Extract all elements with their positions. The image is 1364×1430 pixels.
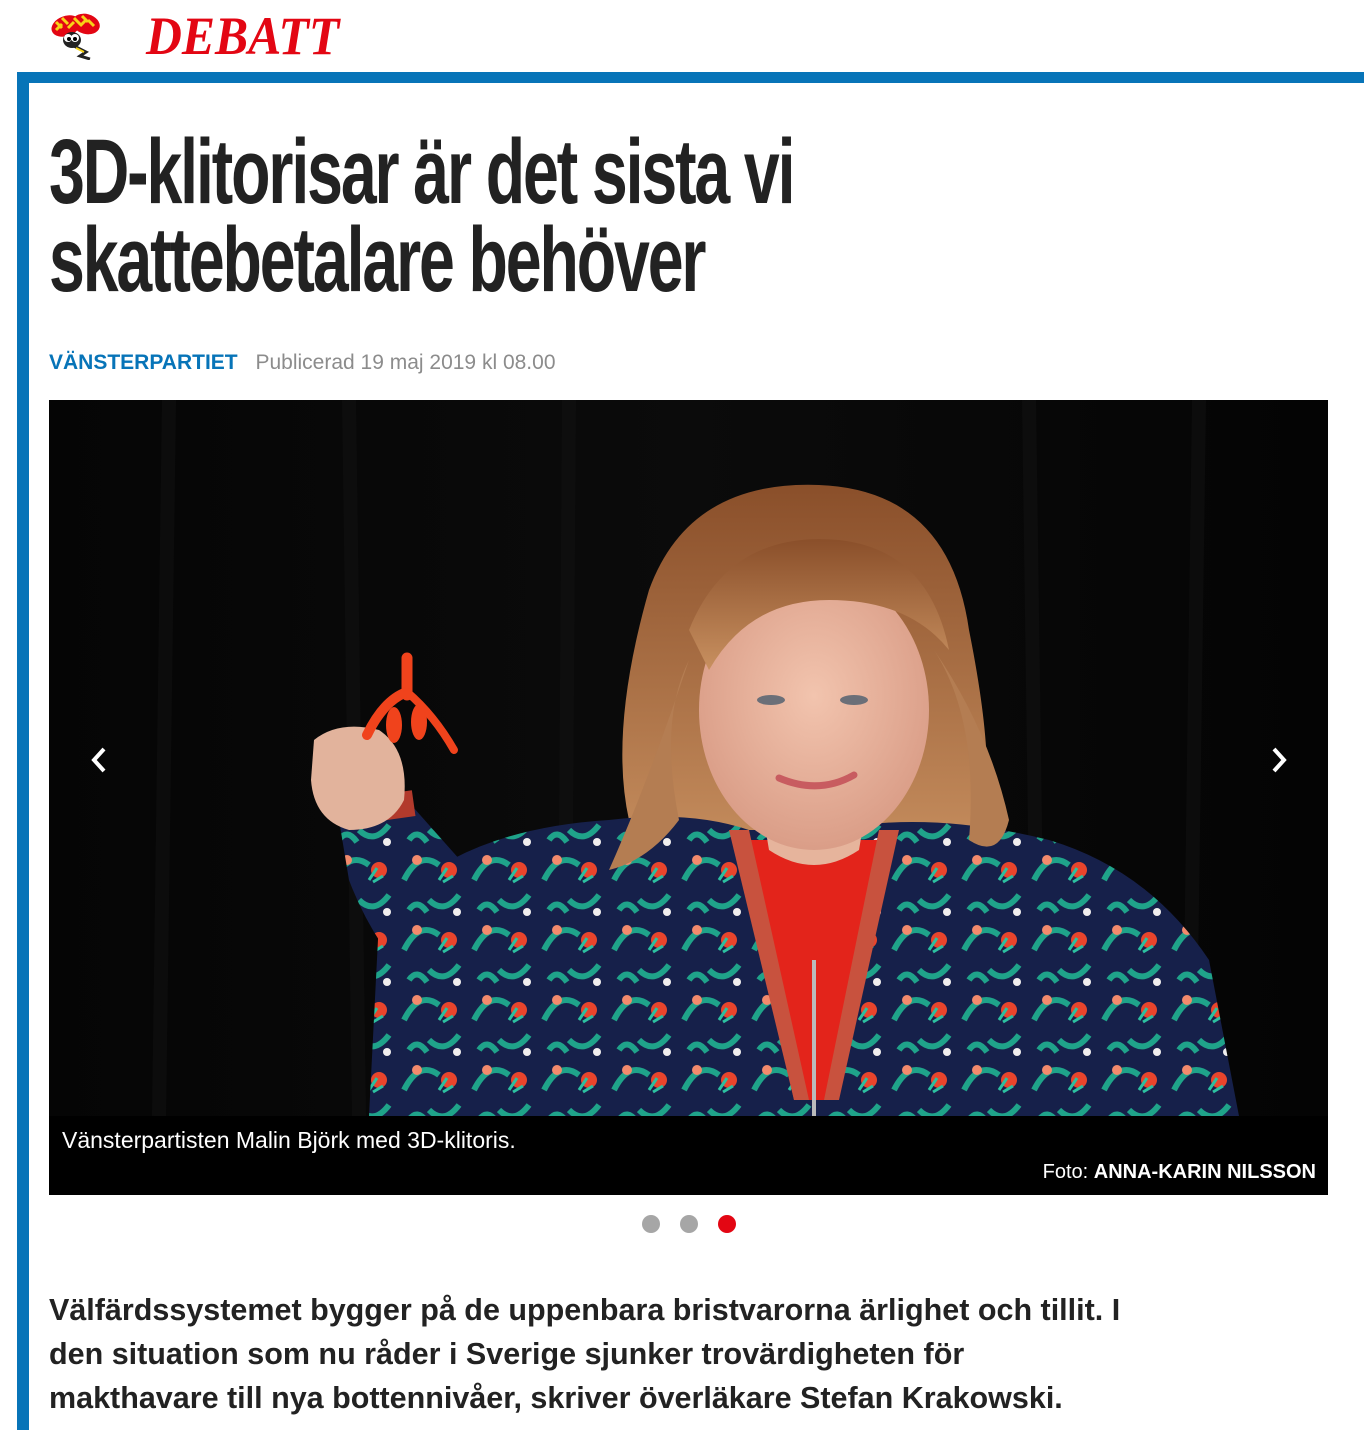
headline-line: skattebetalare behöver bbox=[49, 209, 705, 311]
article-headline bbox=[49, 121, 952, 311]
bee-mascot-icon[interactable] bbox=[46, 12, 104, 60]
slide-dot-3-active[interactable] bbox=[718, 1215, 736, 1233]
photo-caption-bar bbox=[49, 1116, 1328, 1195]
author-tag[interactable]: VÄNSTERPARTIET bbox=[49, 351, 238, 374]
gallery-next-button[interactable] bbox=[1251, 732, 1307, 788]
article-lead bbox=[49, 1288, 1339, 1420]
lead-line: den situation som nu råder i Sverige sjunker trovärdigheten för bbox=[49, 1337, 965, 1371]
headline-line: 3D-klitorisar är det sista vi bbox=[49, 121, 794, 223]
publish-date: Publicerad 19 maj 2019 kl 08.00 bbox=[255, 351, 556, 374]
photo-caption: Vänsterpartisten Malin Björk med 3D-klitoris. bbox=[62, 1127, 516, 1153]
chevron-left-icon bbox=[89, 746, 109, 774]
gallery-prev-button[interactable] bbox=[71, 732, 127, 788]
article-photo bbox=[49, 400, 1328, 1116]
lead-line: Välfärdssystemet bygger på de uppenbara bristvarorna ärlighet och tillit. I bbox=[49, 1293, 1121, 1327]
byline bbox=[49, 350, 556, 376]
credit-label: Foto: bbox=[1042, 1161, 1089, 1183]
slide-dot-1[interactable] bbox=[642, 1215, 660, 1233]
chevron-right-icon bbox=[1269, 746, 1289, 774]
masthead bbox=[0, 0, 1364, 72]
lead-line: makthavare till nya bottennivåer, skriver överläkare Stefan Krakowski. bbox=[49, 1381, 1063, 1415]
image-gallery[interactable] bbox=[49, 400, 1328, 1195]
gallery-pagination bbox=[642, 1215, 736, 1233]
section-title[interactable]: DEBATT bbox=[146, 6, 340, 66]
credit-name: ANNA-KARIN NILSSON bbox=[1093, 1161, 1316, 1183]
photo-credit bbox=[1043, 1160, 1316, 1184]
slide-dot-2[interactable] bbox=[680, 1215, 698, 1233]
